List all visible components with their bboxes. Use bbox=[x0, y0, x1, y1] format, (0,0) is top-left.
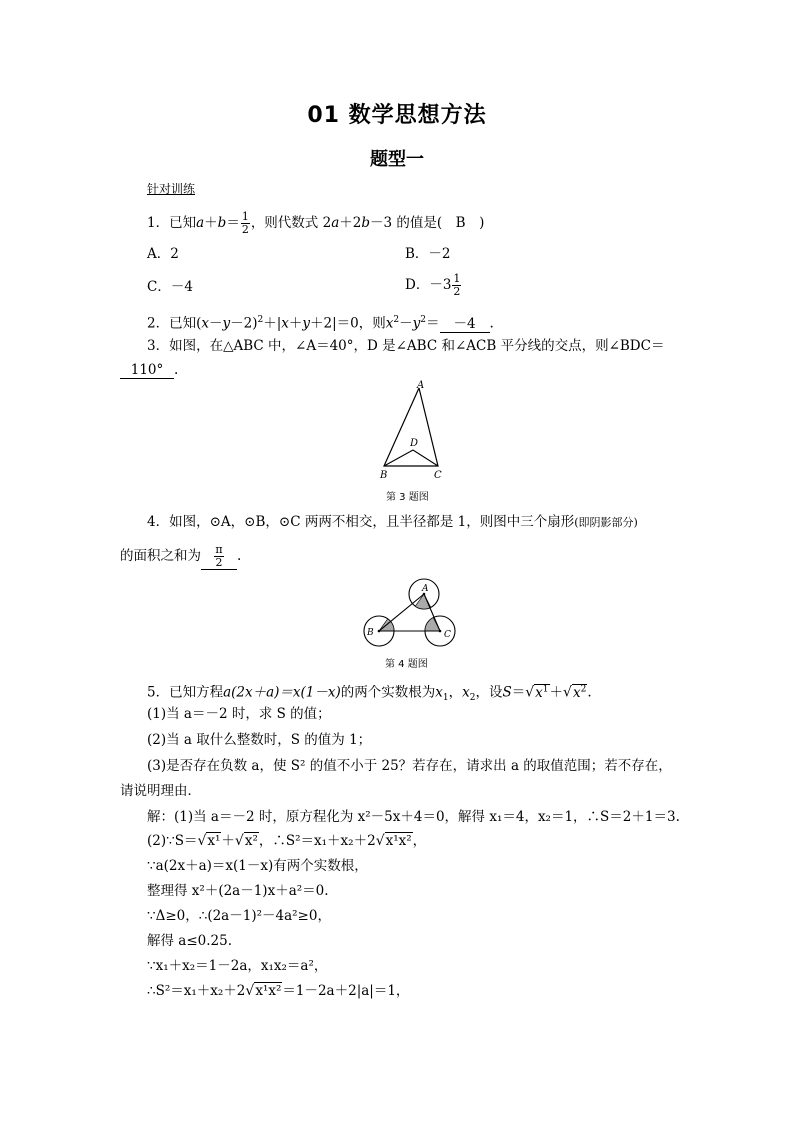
radicand bbox=[572, 684, 587, 701]
solution-text: ， bbox=[412, 833, 427, 849]
section-tag-line bbox=[147, 180, 195, 198]
solution-text: ，∴S²＝x₁＋x₂＋2 bbox=[258, 833, 376, 849]
fraction-numerator: π bbox=[215, 543, 223, 556]
q2-op: － bbox=[399, 315, 413, 332]
q5-part-3: (3)是否存在负数 a，使 S² 的值不小于 25？若存在，请求出 a 的取值范围；若不存在， bbox=[147, 758, 672, 774]
point-b-label: B bbox=[380, 470, 388, 481]
solution-line-6: 解得 a≤0.25. bbox=[147, 933, 233, 949]
q2-var: y bbox=[412, 315, 421, 332]
radicand: x¹x² bbox=[385, 833, 412, 849]
fraction-numerator: 1 bbox=[241, 210, 249, 223]
q2-var: y bbox=[222, 315, 231, 332]
solution-line-7: ∵x₁＋x₂＝1－2a，x₁x₂＝a²， bbox=[147, 958, 328, 974]
q2-answer-blank: －4 bbox=[440, 316, 490, 333]
sqrt-sign: √ bbox=[375, 833, 385, 849]
q4-end: . bbox=[237, 548, 242, 564]
q1-text: ，则代数式 2 bbox=[250, 215, 332, 231]
center-b bbox=[378, 630, 381, 633]
q2-text: －2) bbox=[230, 315, 258, 332]
label-a: A bbox=[422, 584, 429, 594]
sqrt-sign: √ bbox=[234, 833, 244, 849]
q2-var: x bbox=[281, 315, 289, 332]
q5-var: x bbox=[435, 684, 443, 701]
q5-op: ＋ bbox=[549, 684, 564, 701]
label-c: C bbox=[444, 630, 451, 640]
page-title: 01 数学思想方法 bbox=[307, 103, 487, 128]
q5-var: x bbox=[535, 684, 543, 701]
q1-var: a bbox=[196, 215, 205, 231]
point-a-label: A bbox=[417, 380, 425, 391]
sqrt-sign: √ bbox=[245, 983, 255, 999]
q4-text: 的面积之和为 bbox=[120, 548, 201, 564]
radicand: x² bbox=[244, 833, 258, 849]
section-title: 题型一 bbox=[370, 149, 424, 170]
radicand: x¹ bbox=[207, 833, 221, 849]
sqrt-sign: √ bbox=[525, 684, 535, 701]
section-tag: 针对训练 bbox=[147, 182, 196, 196]
question-4-answer-line bbox=[120, 543, 241, 570]
q2-op: － bbox=[208, 315, 223, 332]
figure-3-caption: 第 3 题图 bbox=[386, 492, 429, 503]
question-2 bbox=[147, 311, 494, 333]
fraction-denominator: 2 bbox=[215, 556, 223, 569]
sector-c bbox=[425, 618, 440, 631]
triangle-figure bbox=[372, 380, 450, 485]
q2-exp: 2 bbox=[257, 315, 264, 325]
solution-line-1: 解：(1)当 a＝－2 时，原方程化为 x²－5x＋4＝0，解得 x₁＝4，x₂＝1，∴S＝2＋1＝3. bbox=[147, 809, 680, 825]
sqrt-sign: √ bbox=[563, 684, 572, 701]
q2-end: . bbox=[489, 315, 494, 332]
solution-line-8 bbox=[147, 982, 409, 1000]
q5-var: x bbox=[572, 684, 581, 701]
q2-var: x bbox=[385, 315, 394, 332]
q5-sub: 1 bbox=[442, 693, 449, 704]
q4-note: (即阴影部分) bbox=[574, 516, 638, 529]
q5-text: 的两个实数根为 bbox=[340, 684, 436, 701]
point-c-label: C bbox=[434, 470, 442, 481]
q1-text: －3 的值是( B ) bbox=[370, 215, 485, 231]
q1-option-c: C．－4 bbox=[147, 279, 193, 295]
q4-answer-fraction bbox=[214, 544, 223, 569]
q2-text: 2．已知( bbox=[147, 315, 202, 332]
q5-part-1: (1)当 a＝－2 时，求 S 的值； bbox=[147, 706, 331, 722]
option-d-label: D．－3 bbox=[405, 277, 452, 293]
q5-text: ，设 bbox=[475, 684, 503, 701]
label-b: B bbox=[367, 628, 374, 638]
q2-var: x bbox=[201, 315, 209, 332]
point-d-label: D bbox=[410, 438, 419, 449]
fraction-denominator: 2 bbox=[241, 223, 249, 236]
solution-text: ＝1－2a＋2|a|＝1， bbox=[282, 983, 410, 999]
q3-end: . bbox=[174, 362, 179, 378]
question-4 bbox=[147, 513, 638, 532]
q2-op: ＋| bbox=[263, 315, 282, 332]
q5-end: . bbox=[587, 684, 592, 701]
q5-text: ， bbox=[448, 684, 463, 701]
q5-op: ＝ bbox=[511, 684, 526, 701]
q5-exp: 1 bbox=[542, 684, 549, 694]
question-1 bbox=[147, 210, 484, 236]
q1-op: ＋ bbox=[204, 215, 218, 231]
solution-text: ∴S²＝x₁＋x₂＋2 bbox=[147, 983, 246, 999]
center-c bbox=[439, 630, 442, 633]
q2-exp: 2 bbox=[420, 315, 427, 325]
radicand: x¹x² bbox=[255, 983, 282, 999]
q1-prefix: 1．已知 bbox=[147, 215, 197, 231]
q1-option-d bbox=[405, 272, 462, 298]
circles-figure bbox=[358, 575, 463, 650]
figure-4-caption: 第 4 题图 bbox=[385, 659, 428, 670]
q2-op: ＋ bbox=[288, 315, 303, 332]
q5-part-2: (2)当 a 取什么整数时，S 的值为 1； bbox=[147, 732, 372, 748]
q1-var: b bbox=[361, 215, 371, 231]
question-3: 3．如图，在△ABC 中，∠A＝40°，D 是∠ABC 和∠ACB 平分线的交点，则∠BDC＝ bbox=[147, 338, 665, 354]
option-d-fraction bbox=[452, 273, 461, 298]
sqrt-sign: √ bbox=[197, 833, 207, 849]
triangle-abc bbox=[384, 388, 438, 466]
q2-op: ＝ bbox=[426, 315, 440, 332]
solution-line-2 bbox=[147, 832, 426, 850]
q2-exp: 2 bbox=[393, 315, 400, 325]
q1-text: ＋2 bbox=[339, 215, 362, 231]
q2-var: y bbox=[302, 315, 311, 332]
q5-var: S bbox=[502, 684, 512, 701]
q4-text: 4．如图，⊙A，⊙B，⊙C 两两不相交，且半径都是 1，则图中三个扇形 bbox=[147, 514, 575, 530]
solution-line-3: ∵a(2x＋a)＝x(1－x)有两个实数根， bbox=[147, 858, 368, 874]
q2-text: ＋2|＝0，则 bbox=[310, 315, 386, 332]
q1-op: ＝ bbox=[226, 215, 240, 231]
q5-var: x bbox=[462, 684, 470, 701]
question-5 bbox=[147, 680, 592, 707]
fraction-numerator: 1 bbox=[453, 272, 461, 285]
q1-option-b: B．－2 bbox=[405, 246, 451, 262]
q5-equation: a(2x＋a)＝x(1－x) bbox=[223, 684, 341, 701]
solution-line-4: 整理得 x²＋(2a－1)x＋a²＝0. bbox=[147, 883, 329, 899]
question-3-answer-line bbox=[120, 361, 178, 379]
sector-a bbox=[415, 594, 431, 609]
q5-text: 5．已知方程 bbox=[147, 684, 224, 701]
solution-op: ＋ bbox=[221, 833, 235, 849]
q1-option-a: A．2 bbox=[147, 246, 179, 262]
q1-var: a bbox=[331, 215, 340, 231]
q1-fraction bbox=[241, 211, 250, 236]
q5-exp: 2 bbox=[580, 684, 587, 694]
solution-text: (2)∵S＝ bbox=[147, 833, 198, 849]
q3-answer-blank: 110° bbox=[120, 362, 174, 379]
q4-answer-blank bbox=[201, 544, 237, 570]
bisector-lines bbox=[384, 450, 438, 466]
solution-line-5: ∵Δ≥0，∴(2a－1)²－4a²≥0， bbox=[147, 908, 331, 924]
q5-part-3-cont: 请说明理由． bbox=[120, 783, 201, 799]
radicand bbox=[534, 684, 549, 701]
fraction-denominator: 2 bbox=[453, 285, 461, 298]
q5-sub: 2 bbox=[469, 693, 476, 704]
q1-var: b bbox=[217, 215, 227, 231]
